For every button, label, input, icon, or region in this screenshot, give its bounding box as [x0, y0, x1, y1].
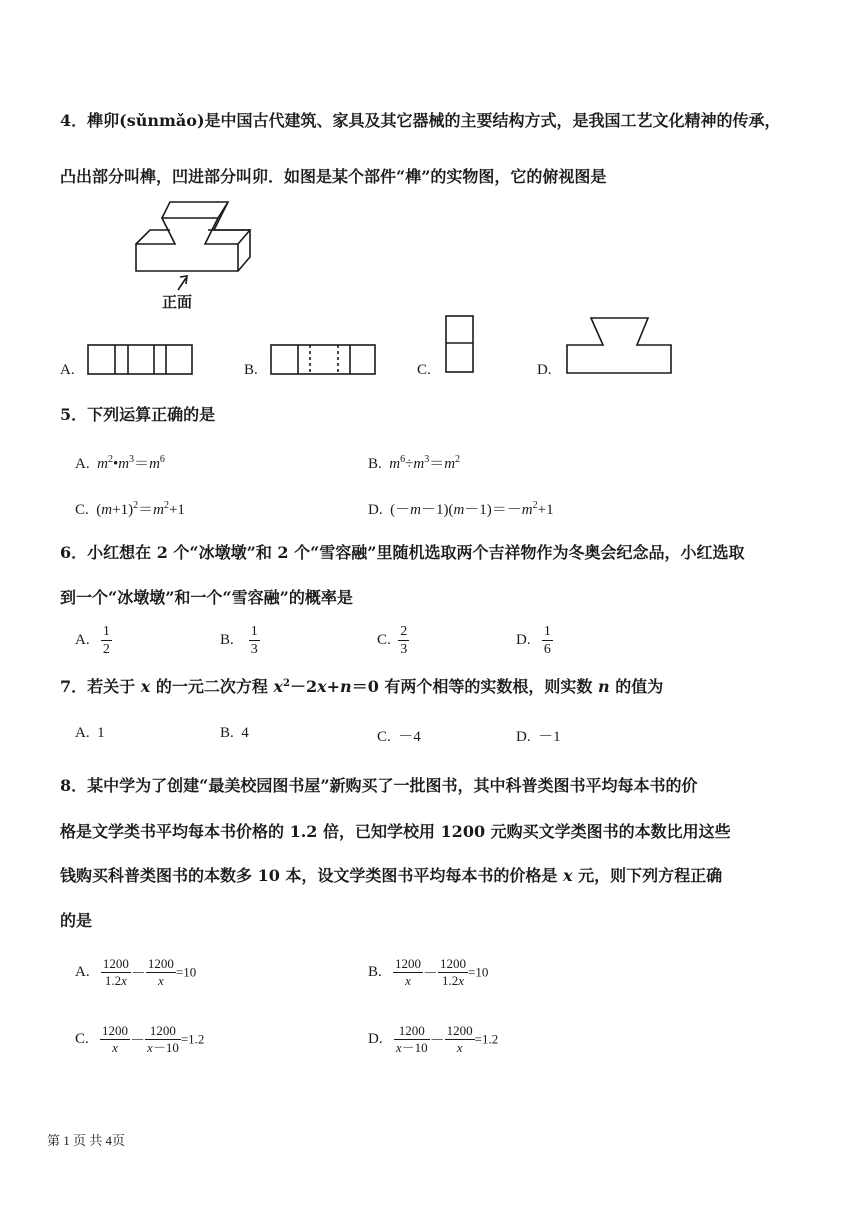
q8-option-b: B. $\frac{1200}{x}$ － $\frac{1200}{1.2x}$ =10 [368, 956, 489, 988]
q7-stem: 7．若关于 x 的一元二次方程 $x^2-2x+n=0$ 有两个相等的实数根，则实数 n 的值为 [60, 677, 664, 696]
q7-option-d: D. －1 [516, 729, 561, 745]
q4-stem-line2: 凸出部分叫榫，凹进部分叫卯．如图是某个部件“榫”的实物图，它的俯视图是 [60, 167, 607, 186]
q8-option-c: C. $\frac{1200}{x}$ － $\frac{1200}{x-10}$ =1.2 [75, 1023, 205, 1055]
q5-stem: 5．下列运算正确的是 [60, 405, 216, 424]
q6-option-b: B. $\frac{1}{3}$ [220, 624, 258, 657]
q8-stem-line3: 钱购买科普类图书的本数多 10 本，设文学类图书平均每本书的价格是 x 元，则下列方程正确 [60, 866, 723, 885]
q4-option-c-label: C. [417, 362, 431, 378]
q6-option-d: D. $\frac{1}{6}$ [516, 624, 551, 657]
q6-stem-line1: 6．小红想在 2 个“冰墩墩”和 2 个“雪容融”里随机选取两个吉祥物作为冬奥会纪念品，小红选取 [60, 543, 745, 562]
q7-option-c: C. －4 [377, 729, 421, 745]
q5-option-b: B. $m^6\div m^3=m^2$ [368, 454, 461, 472]
q5-option-c: C. $(m+1)^2=m^2+1$ [75, 500, 185, 518]
q4-option-b-label: B. [244, 362, 258, 378]
q5-option-d: D. $(-m-1)(m-1)=-m^2+1$ [368, 500, 554, 518]
q8-stem-line1: 8．某中学为了创建“最美校园图书屋”新购买了一批图书，其中科普类图书平均每本书的价 [60, 776, 698, 795]
q8-stem-line4: 的是 [60, 911, 93, 930]
q6-option-a: A. $\frac{1}{2}$ [75, 624, 110, 657]
q4-stem-line1: 4．榫卯(sǔnmǎo)是中国古代建筑、家具及其它器械的主要结构方式，是我国工艺文化精神的传承， [60, 111, 781, 130]
q8-stem-line2: 格是文学类书平均每本书价格的 1.2 倍，已知学校用 1200 元购买文学类图书的本数比用这些 [60, 822, 731, 841]
page-footer: 第 1 页 共 4页 [47, 1133, 126, 1148]
q8-option-d: D. $\frac{1200}{x-10}$ － $\frac{1200}{x}$ =1.2 [368, 1023, 499, 1055]
q8-option-a: A. $\frac{1200}{1.2x}$ － $\frac{1200}{x}$ =10 [75, 956, 197, 988]
q6-option-c: C. $\frac{2}{3}$ [377, 624, 408, 657]
q4-option-a-label: A. [60, 362, 75, 378]
q7-option-a: A. 1 [75, 725, 105, 741]
front-label: 正面 [162, 293, 193, 311]
q6-stem-line2: 到一个“冰墩墩”和一个“雪容融”的概率是 [60, 588, 353, 607]
q5-option-a: A. $m^2•m^3=m^6$ [75, 454, 165, 472]
q4-option-d-label: D. [537, 362, 552, 378]
option-d-figure [0, 0, 860, 400]
q7-option-b: B. 4 [220, 725, 249, 741]
